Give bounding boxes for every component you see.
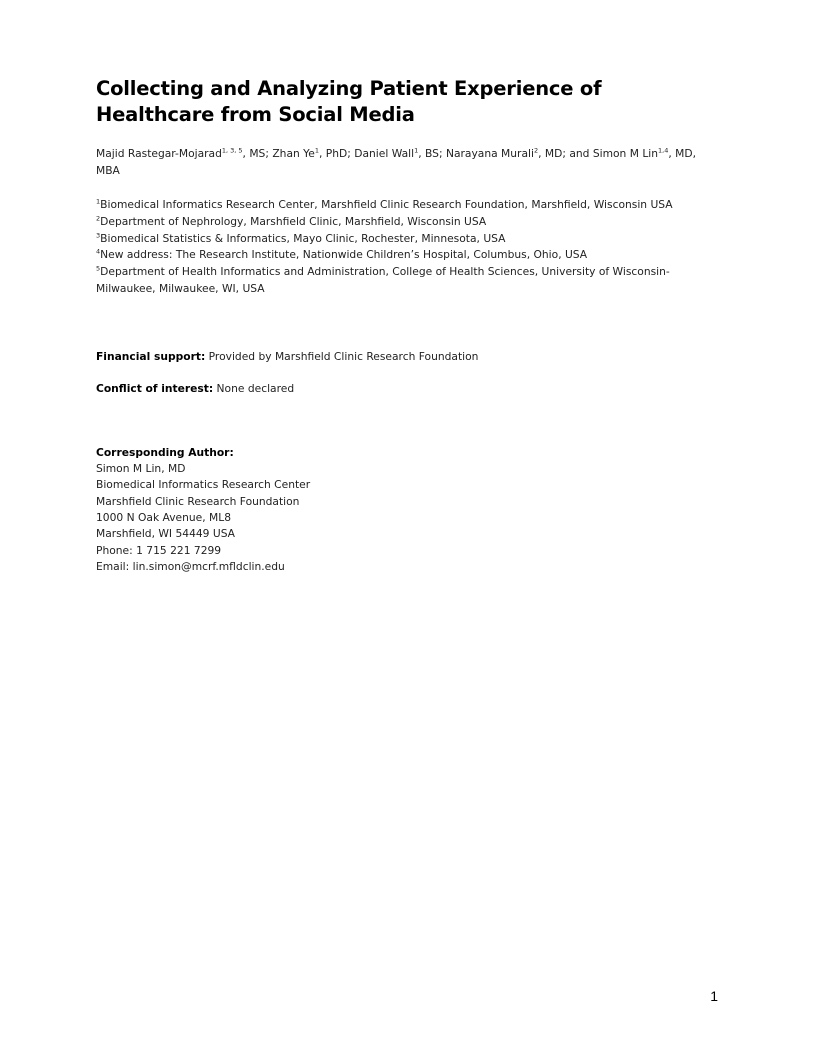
- author-affiliation-marker: 1: [414, 146, 419, 155]
- author-name: Majid Rastegar-Mojarad: [96, 147, 222, 160]
- author-degree: , MD, MBA: [96, 147, 697, 177]
- author-degree: , BS;: [418, 147, 446, 160]
- affiliation-marker: 1: [96, 197, 101, 206]
- author-degree: , PhD;: [319, 147, 355, 160]
- corresponding-author-email: Email: lin.simon@mcrf.mfldclin.edu: [96, 559, 285, 573]
- conflict-of-interest-value: None declared: [213, 381, 295, 395]
- author-affiliation-marker: 2: [533, 146, 539, 155]
- page-number: 1: [710, 988, 718, 1004]
- affiliation-item: [96, 247, 720, 264]
- conflict-of-interest: [96, 381, 720, 397]
- affiliation-marker: 4: [96, 247, 101, 256]
- affiliation-text: New address: The Research Institute, Nationwide Children’s Hospital, Columbus, Ohio, USA: [100, 248, 588, 262]
- spacer: [96, 413, 720, 445]
- author-affiliation-marker: 1: [314, 146, 319, 155]
- author-name: Zhan Ye: [272, 147, 315, 160]
- corresponding-author-block: [96, 445, 720, 575]
- author-degree: , MS;: [242, 147, 273, 160]
- affiliation-marker: 3: [96, 231, 101, 240]
- affiliation-list: [96, 197, 720, 298]
- author-name: Daniel Wall: [354, 147, 415, 160]
- affiliation-text: Biomedical Statistics & Informatics, Mayo Clinic, Rochester, Minnesota, USA: [100, 231, 506, 245]
- financial-support-value: Provided by Marshfield Clinic Research Foundation: [205, 349, 479, 363]
- conflict-of-interest-label: Conflict of interest:: [96, 381, 214, 395]
- author-list: [96, 146, 720, 179]
- spacer: [96, 298, 720, 349]
- corresponding-author-city: Marshfield, WI 54449 USA: [96, 527, 235, 541]
- affiliation-text: Department of Nephrology, Marshfield Clinic, Marshfield, Wisconsin USA: [100, 214, 487, 228]
- corresponding-author-phone: Phone: 1 715 221 7299: [96, 543, 222, 557]
- corresponding-author-name: Simon M Lin, MD: [96, 462, 186, 476]
- affiliation-item: [96, 197, 720, 214]
- corresponding-author-heading: Corresponding Author:: [96, 445, 234, 459]
- author-affiliation-marker: 1,4: [658, 146, 669, 155]
- affiliation-item: [96, 264, 720, 298]
- author-name: Narayana Murali: [445, 147, 534, 160]
- affiliation-marker: 5: [96, 264, 101, 273]
- financial-support-label: Financial support:: [96, 349, 206, 363]
- affiliation-item: [96, 214, 720, 231]
- financial-support: [96, 349, 720, 365]
- corresponding-author-department: Biomedical Informatics Research Center: [96, 478, 311, 492]
- paper-title: Collecting and Analyzing Patient Experience of Healthcare from Social Media: [96, 77, 602, 126]
- title-page-content: [96, 76, 720, 575]
- author-name: Simon M Lin: [592, 147, 659, 160]
- affiliation-marker: 2: [96, 214, 101, 223]
- affiliation-text: Department of Health Informatics and Administration, College of Health Sciences, University of Wisconsin-Milwaukee, Milwaukee, WI, USA: [96, 265, 670, 295]
- author-affiliation-marker: 1, 3, 5: [221, 146, 243, 155]
- corresponding-author-street: 1000 N Oak Avenue, ML8: [96, 510, 232, 524]
- affiliation-item: [96, 231, 720, 248]
- corresponding-author-organization: Marshfield Clinic Research Foundation: [96, 494, 300, 508]
- author-degree: , MD; and: [538, 147, 593, 160]
- affiliation-text: Biomedical Informatics Research Center, Marshfield Clinic Research Foundation, Marshfield, Wisconsin USA: [100, 198, 673, 211]
